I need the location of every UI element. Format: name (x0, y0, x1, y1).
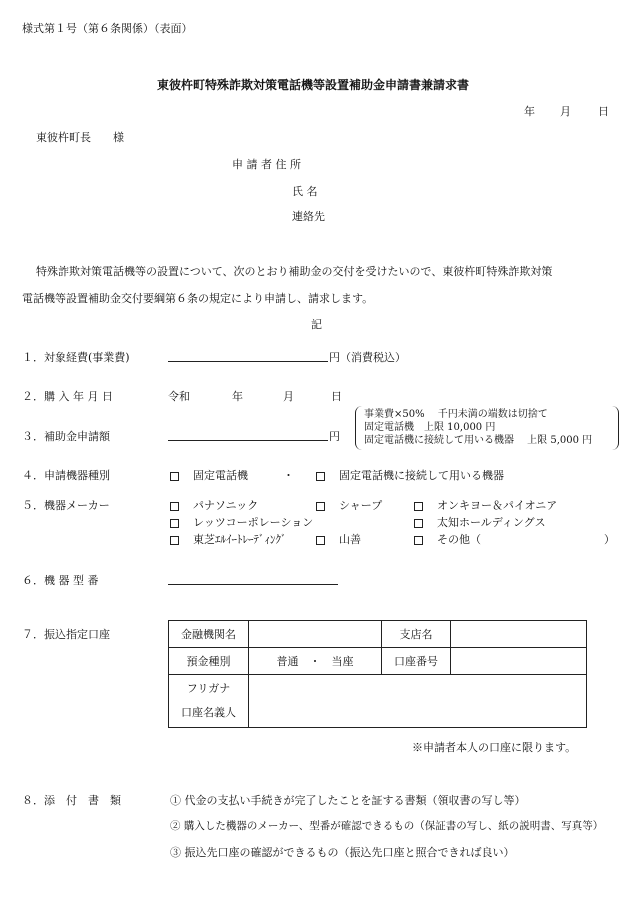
addressee: 東彼杵町長 様 (36, 131, 124, 144)
maker-other-close-paren: ） (604, 533, 615, 546)
device-type-attached-device[interactable]: 固定電話機に接続して用いる機器 (316, 467, 504, 483)
item4-label: ４．申請機器種別 (22, 469, 110, 482)
intro-line-1: 特殊詐欺対策電話機等の設置について、次のとおり補助金の交付を受けたいので、東彼杵町特殊詐欺対策 (36, 265, 553, 278)
attachment-doc-2: ② 購入した機器のメーカー、型番が確認できるもの（保証書の写し、紙の説明書、写真等） (170, 820, 604, 832)
attachment-doc-1: ① 代金の支払い手続きが完了したことを証する書類（領収書の写し等） (170, 794, 526, 807)
maker-onkyo-pioneer[interactable]: オンキヨー＆パイオニア (414, 497, 557, 513)
checkbox[interactable] (414, 502, 423, 511)
item2-label: ２．購 入 年 月 日 (22, 390, 113, 403)
maker-other[interactable]: その他（ (414, 531, 481, 547)
date-day: 日 (598, 105, 609, 118)
checkbox[interactable] (170, 519, 179, 528)
intro-line-2: 電話機等設置補助金交付要綱第６条の規定により申請し、請求します。 (22, 292, 374, 305)
bank-name-label: 金融機関名 (169, 621, 249, 648)
form-title: 東彼杵町特殊詐欺対策電話機等設置補助金申請書兼請求書 (157, 78, 470, 92)
item7-label: ７．振込指定口座 (22, 628, 110, 641)
checkbox[interactable] (414, 536, 423, 545)
checkbox[interactable] (316, 536, 325, 545)
checkbox[interactable] (316, 502, 325, 511)
account-note: ※申請者本人の口座に限ります。 (412, 741, 577, 754)
purchase-era: 令和 (168, 390, 190, 403)
applicant-address-label: 申 請 者 住 所 (232, 158, 301, 171)
date-year: 年 (524, 105, 535, 118)
item8-label: ８．添 付 書 類 (22, 794, 121, 807)
maker-panasonic[interactable]: パナソニック (170, 497, 258, 513)
subsidy-note-2: 固定電話機 上限 10,000 円 (364, 422, 496, 433)
subsidy-amount-field[interactable] (168, 440, 328, 441)
maker-taichi-holdings[interactable]: 太知ホールディングス (414, 514, 546, 530)
device-type-fixed-phone[interactable]: 固定電話機 (170, 467, 248, 483)
account-number-label: 口座番号 (382, 648, 451, 675)
device-type-separator: ・ (283, 469, 294, 482)
subsidy-notes (364, 408, 592, 447)
item6-label: ６．機 器 型 番 (22, 574, 99, 587)
checkbox[interactable] (316, 472, 325, 481)
attachment-doc-3: ③ 振込先口座の確認ができるもの（振込先口座と照合できれば良い） (170, 846, 515, 859)
item1-unit: 円（消費税込） (329, 351, 406, 364)
account-number-field[interactable] (451, 648, 587, 675)
subsidy-note-1: 事業費×50% 千円未満の端数は切捨て (364, 409, 548, 420)
subsidy-note-3: 固定電話機に接続して用いる機器 上限 5,000 円 (364, 435, 593, 446)
maker-lets-corporation[interactable]: レッツコーポレーション (170, 514, 313, 530)
maker-yamazen[interactable]: 山善 (316, 531, 361, 547)
form-number: 様式第１号（第６条関係）（表面） (22, 22, 193, 35)
item3-label: ３．補助金申請額 (22, 430, 110, 443)
expense-amount-field[interactable] (168, 361, 328, 362)
bank-account-table (168, 620, 587, 728)
item1-label: １．対象経費(事業費) (22, 351, 130, 364)
purchase-year-field[interactable]: 年 (232, 390, 243, 403)
furigana-label: フリガナ (186, 682, 231, 695)
applicant-name-label: 氏 名 (292, 185, 318, 198)
maker-toshiba-lifestyle[interactable]: 東芝ｴﾙｲｰﾄﾚｰﾃﾞｨﾝｸﾞ (170, 531, 287, 547)
account-holder-field[interactable] (249, 675, 587, 728)
ki-label: 記 (311, 318, 322, 331)
holder-label-cell (169, 675, 249, 728)
purchase-month-field[interactable]: 月 (283, 390, 294, 403)
maker-sharp[interactable]: シャープ (316, 497, 382, 513)
branch-name-field[interactable] (451, 621, 587, 648)
applicant-contact-label: 連絡先 (292, 210, 325, 223)
branch-name-label: 支店名 (382, 621, 451, 648)
deposit-type-label: 預金種別 (169, 648, 249, 675)
account-holder-label: 口座名義人 (181, 706, 236, 719)
item5-label: ５．機器メーカー (22, 499, 110, 512)
item3-unit: 円 (329, 430, 340, 443)
date-month: 月 (560, 105, 571, 118)
checkbox[interactable] (170, 472, 179, 481)
model-number-field[interactable] (168, 584, 338, 585)
checkbox[interactable] (170, 502, 179, 511)
checkbox[interactable] (414, 519, 423, 528)
bank-name-field[interactable] (249, 621, 382, 648)
deposit-type-field[interactable]: 普通 ・ 当座 (249, 648, 382, 675)
checkbox[interactable] (170, 536, 179, 545)
purchase-day-field[interactable]: 日 (331, 390, 342, 403)
